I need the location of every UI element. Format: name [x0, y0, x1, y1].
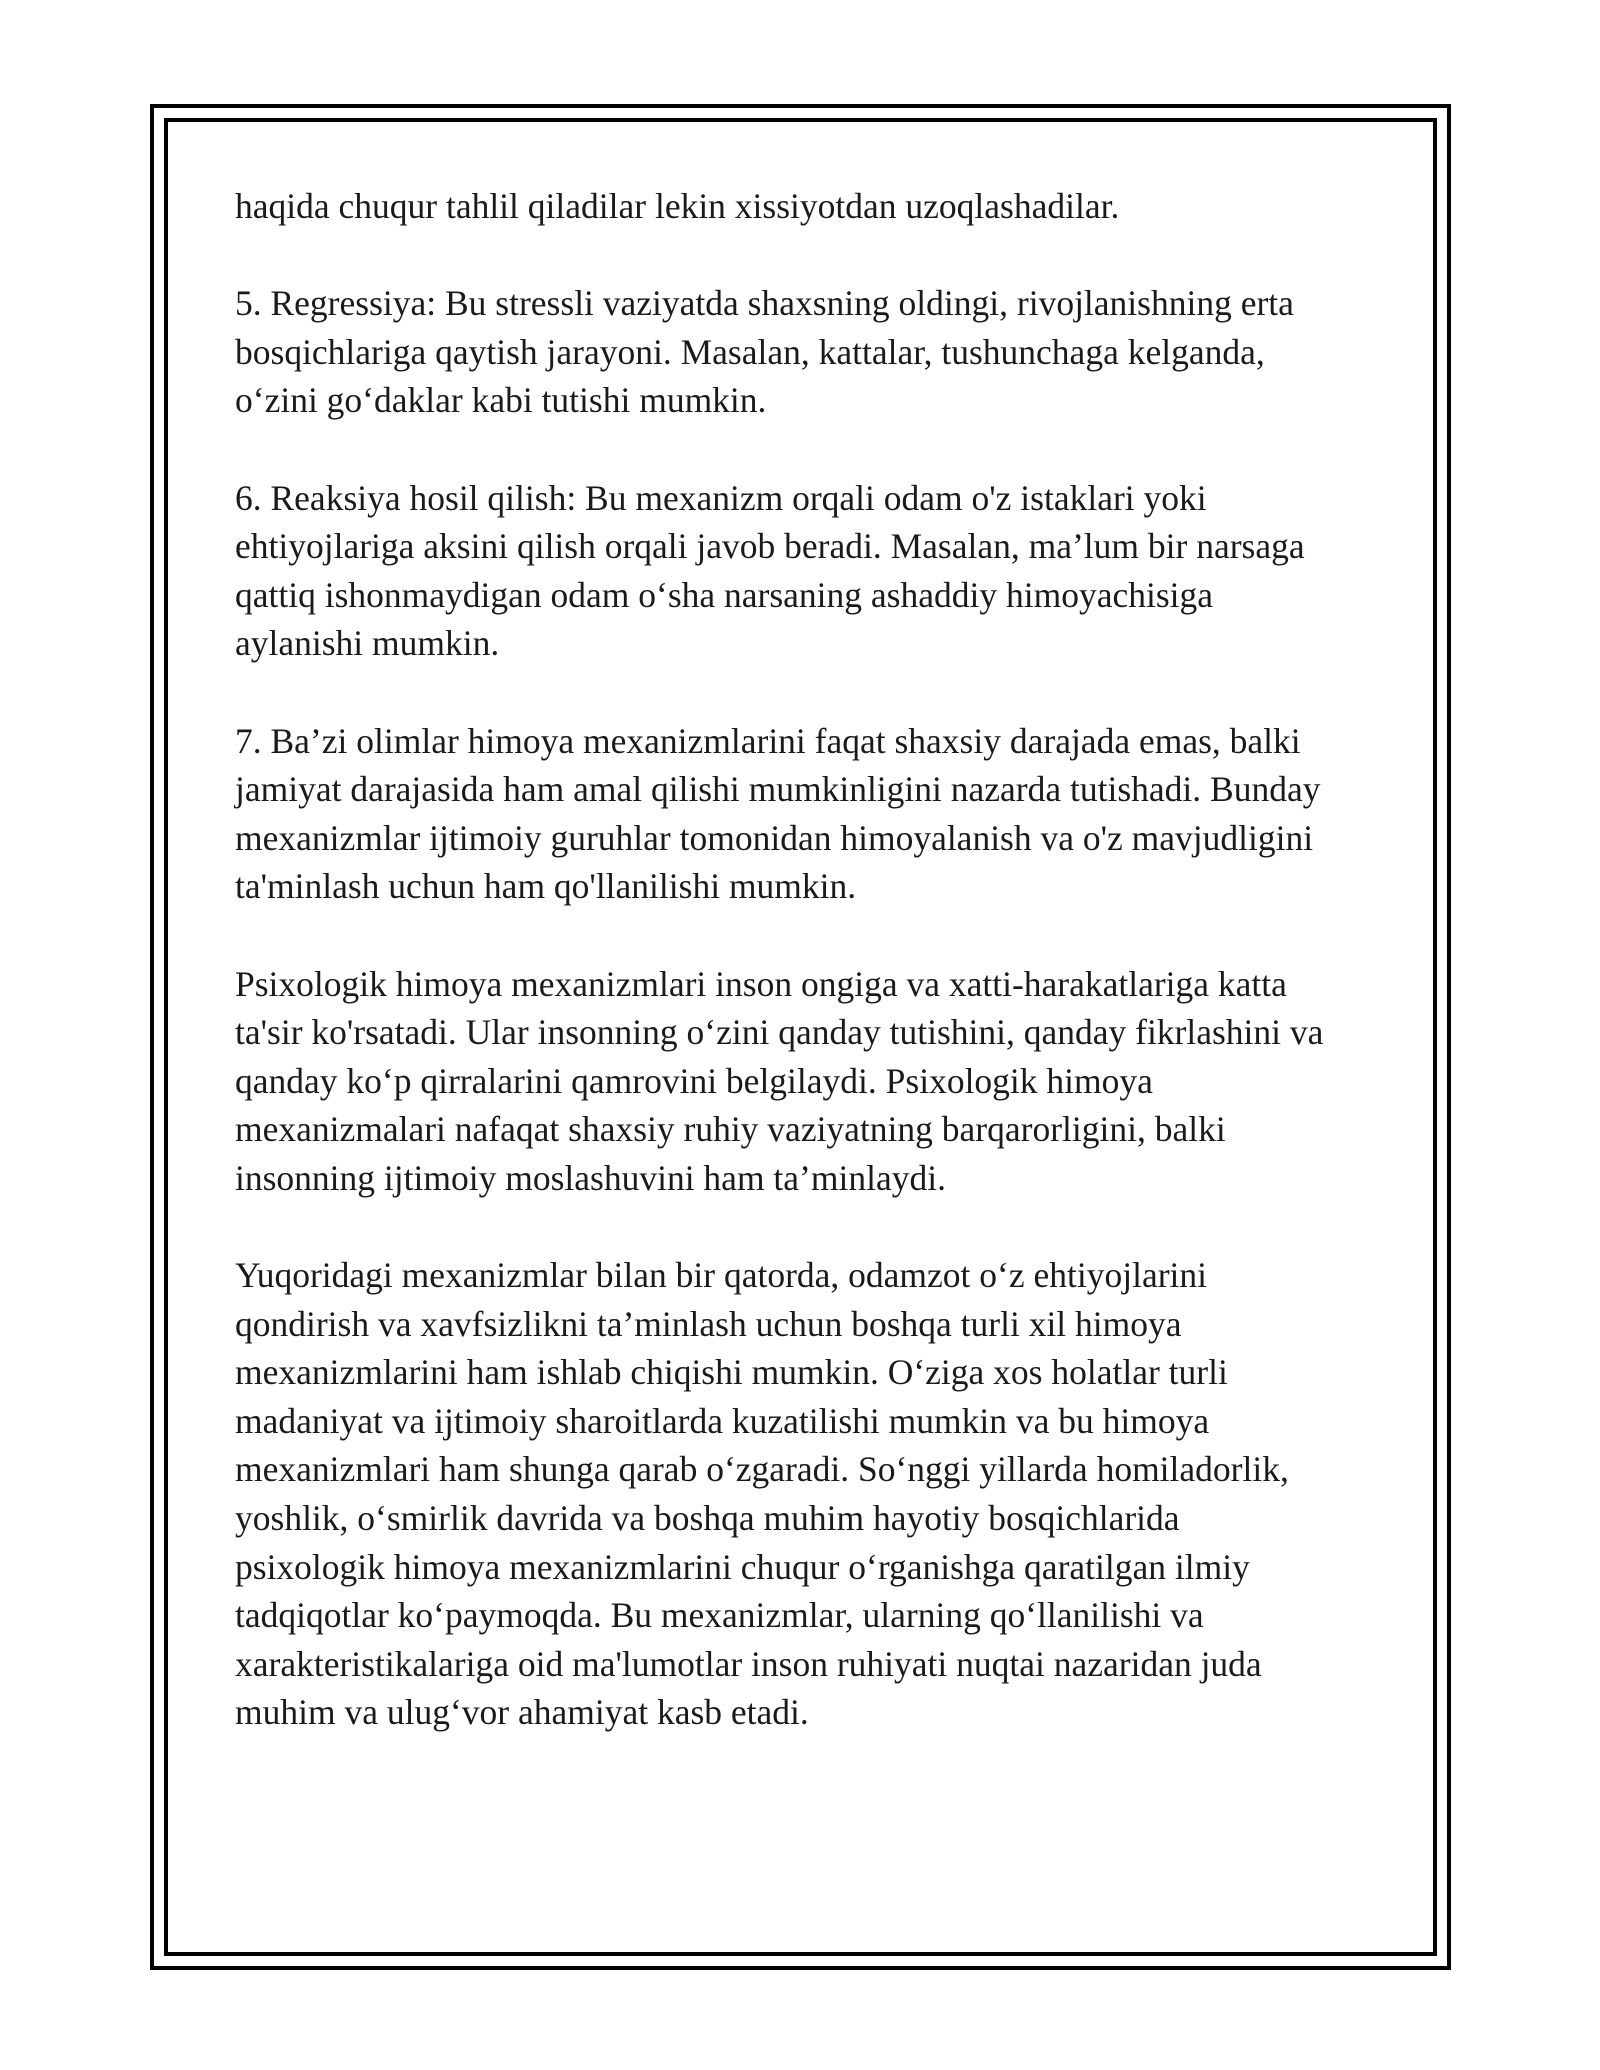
text-line: o‘zini go‘daklar kabi tutishi mumkin.	[235, 380, 767, 421]
paragraph-reaksiya	[235, 474, 1375, 668]
text-line: Yuqoridagi mexanizmlar bilan bir qatorda, odamzot o‘z ehtiyojlarini	[235, 1255, 1208, 1296]
paragraph-regressiya	[235, 279, 1375, 425]
text-line: muhim va ulug‘vor ahamiyat kasb etadi.	[235, 1692, 809, 1733]
text-line: ta'minlash uchun ham qo'llanilishi mumkin.	[235, 866, 857, 907]
text-line: yoshlik, o‘smirlik davrida va boshqa muhim hayotiy bosqichlarida	[235, 1498, 1180, 1539]
text-line: jamiyat darajasida ham amal qilishi mumkinligini nazarda tutishadi. Bunday	[235, 769, 1321, 810]
text-line: ta'sir ko'rsatadi. Ular insonning o‘zini qanday tutishini, qanday fikrlashini va	[235, 1012, 1324, 1053]
text-line: Psixologik himoya mexanizmlari inson ongiga va xatti-harakatlariga katta	[235, 963, 1287, 1004]
paragraph-continuation	[235, 182, 1375, 231]
text-line: qattiq ishonmaydigan odam o‘sha narsaning ashaddiy himoyachisiga	[235, 574, 1214, 615]
text-line: mexanizmalari nafaqat shaxsiy ruhiy vaziyatning barqarorligini, balki	[235, 1109, 1226, 1150]
paragraph-yuqoridagi	[235, 1251, 1375, 1737]
paragraph-psixologik	[235, 960, 1375, 1203]
text-line: 6. Reaksiya hosil qilish: Bu mexanizm orqali odam o'z istaklari yoki	[235, 477, 1207, 518]
text-line: xarakteristikalariga oid ma'lumotlar inson ruhiyati nuqtai nazaridan juda	[235, 1643, 1262, 1684]
text-line: bosqichlariga qaytish jarayoni. Masalan, kattalar, tushunchaga kelganda,	[235, 331, 1265, 372]
paragraph-olimlar	[235, 717, 1375, 911]
document-body	[235, 182, 1375, 1786]
text-line: madaniyat va ijtimoiy sharoitlarda kuzatilishi mumkin va bu himoya	[235, 1400, 1210, 1441]
text-line: mexanizmlari ham shunga qarab o‘zgaradi. So‘nggi yillarda homiladorlik,	[235, 1449, 1289, 1490]
text-line: psixologik himoya mexanizmlarini chuqur o‘rganishga qaratilgan ilmiy	[235, 1546, 1250, 1587]
text-line: 7. Ba’zi olimlar himoya mexanizmlarini faqat shaxsiy darajada emas, balki	[235, 720, 1301, 761]
text-line: mexanizmlar ijtimoiy guruhlar tomonidan himoyalanish va o'z mavjudligini	[235, 817, 1314, 858]
text-line: mexanizmlarini ham ishlab chiqishi mumkin. O‘ziga xos holatlar turli	[235, 1352, 1228, 1393]
text-line: insonning ijtimoiy moslashuvini ham ta’minlaydi.	[235, 1157, 946, 1198]
text-line: ehtiyojlariga aksini qilish orqali javob beradi. Masalan, ma’lum bir narsaga	[235, 526, 1305, 567]
text-line: qondirish va xavfsizlikni ta’minlash uchun boshqa turli xil himoya	[235, 1303, 1182, 1344]
text-line: 5. Regressiya: Bu stressli vaziyatda shaxsning oldingi, rivojlanishning erta	[235, 283, 1294, 324]
text-line: aylanishi mumkin.	[235, 623, 500, 664]
text-line: qanday ko‘p qirralarini qamrovini belgilaydi. Psixologik himoya	[235, 1060, 1153, 1101]
text-line: tadqiqotlar ko‘paymoqda. Bu mexanizmlar, ularning qo‘llanilishi va	[235, 1595, 1204, 1636]
text-line: haqida chuqur tahlil qiladilar lekin xissiyotdan uzoqlashadilar.	[235, 186, 1120, 226]
